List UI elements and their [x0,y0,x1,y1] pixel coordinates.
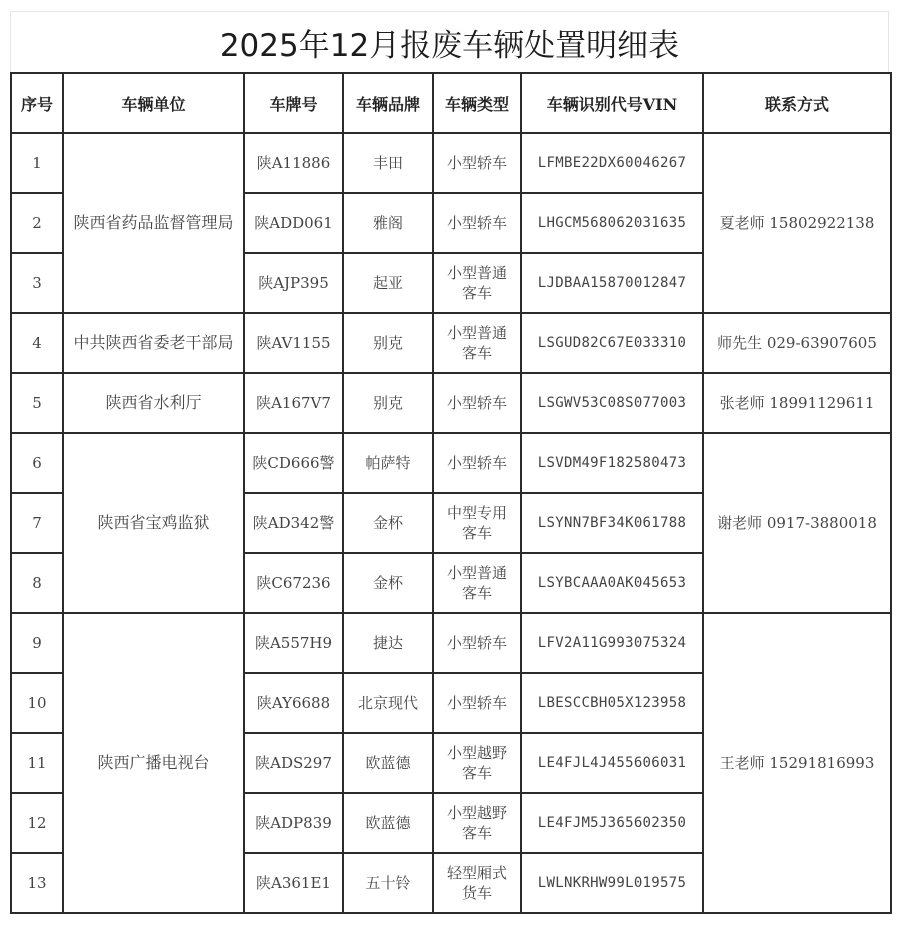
cell-vin: LJDBAA15870012847 [521,253,703,313]
cell-seq: 2 [11,193,63,253]
cell-contact: 夏老师 15802922138 [703,133,891,313]
cell-vin: LHGCM568062031635 [521,193,703,253]
cell-type: 小型普通客车 [433,553,521,613]
cell-seq: 4 [11,313,63,373]
cell-vin: LBESCCBH05X123958 [521,673,703,733]
cell-brand: 别克 [343,373,433,433]
cell-unit: 陕西省水利厅 [63,373,244,433]
cell-brand: 金杯 [343,493,433,553]
cell-seq: 9 [11,613,63,673]
cell-plate: 陕AV1155 [244,313,343,373]
cell-plate: 陕A557H9 [244,613,343,673]
cell-type: 小型普通客车 [433,253,521,313]
cell-type: 小型轿车 [433,193,521,253]
cell-plate: 陕ADD061 [244,193,343,253]
cell-plate: 陕CD666警 [244,433,343,493]
header-vin: 车辆识别代号VIN [521,73,703,133]
cell-plate: 陕ADS297 [244,733,343,793]
cell-brand: 北京现代 [343,673,433,733]
cell-seq: 12 [11,793,63,853]
title-box [10,11,889,72]
cell-unit: 中共陕西省委老干部局 [63,313,244,373]
cell-brand: 别克 [343,313,433,373]
vehicle-disposal-table [10,72,892,914]
cell-type: 小型普通客车 [433,313,521,373]
cell-type: 中型专用客车 [433,493,521,553]
cell-seq: 3 [11,253,63,313]
cell-contact: 谢老师 0917-3880018 [703,433,891,613]
cell-brand: 丰田 [343,133,433,193]
cell-brand: 金杯 [343,553,433,613]
cell-plate: 陕AD342警 [244,493,343,553]
header-row [11,73,891,133]
cell-vin: LE4FJL4J455606031 [521,733,703,793]
cell-brand: 五十铃 [343,853,433,913]
cell-seq: 13 [11,853,63,913]
cell-type: 小型越野客车 [433,793,521,853]
page-title: 2025年12月报废车辆处置明细表 [219,27,680,64]
header-brand: 车辆品牌 [343,73,433,133]
cell-seq: 5 [11,373,63,433]
cell-plate: 陕AY6688 [244,673,343,733]
header-plate: 车牌号 [244,73,343,133]
cell-vin: LE4FJM5J365602350 [521,793,703,853]
cell-contact: 张老师 18991129611 [703,373,891,433]
cell-seq: 7 [11,493,63,553]
table-row [11,313,891,373]
table-row [11,373,891,433]
cell-brand: 帕萨特 [343,433,433,493]
header-contact: 联系方式 [703,73,891,133]
cell-type: 小型轿车 [433,613,521,673]
table-row [11,613,891,673]
cell-plate: 陕ADP839 [244,793,343,853]
cell-seq: 8 [11,553,63,613]
cell-vin: LSYBCAAA0AK045653 [521,553,703,613]
cell-brand: 捷达 [343,613,433,673]
cell-brand: 起亚 [343,253,433,313]
cell-vin: LWLNKRHW99L019575 [521,853,703,913]
cell-vin: LSYNN7BF34K061788 [521,493,703,553]
cell-brand: 欧蓝德 [343,793,433,853]
cell-plate: 陕AJP395 [244,253,343,313]
cell-plate: 陕A11886 [244,133,343,193]
header-unit: 车辆单位 [63,73,244,133]
cell-seq: 6 [11,433,63,493]
cell-type: 小型轿车 [433,433,521,493]
cell-seq: 1 [11,133,63,193]
cell-seq: 10 [11,673,63,733]
table-row [11,133,891,193]
cell-unit: 陕西省药品监督管理局 [63,133,244,313]
cell-vin: LFV2A11G993075324 [521,613,703,673]
cell-plate: 陕A361E1 [244,853,343,913]
cell-brand: 欧蓝德 [343,733,433,793]
cell-type: 轻型厢式货车 [433,853,521,913]
cell-contact: 师先生 029-63907605 [703,313,891,373]
cell-vin: LFMBE22DX60046267 [521,133,703,193]
cell-brand: 雅阁 [343,193,433,253]
header-seq: 序号 [11,73,63,133]
cell-type: 小型轿车 [433,373,521,433]
cell-plate: 陕C67236 [244,553,343,613]
header-type: 车辆类型 [433,73,521,133]
cell-seq: 11 [11,733,63,793]
cell-vin: LSGWV53C08S077003 [521,373,703,433]
cell-contact: 王老师 15291816993 [703,613,891,913]
cell-type: 小型轿车 [433,133,521,193]
cell-plate: 陕A167V7 [244,373,343,433]
cell-type: 小型轿车 [433,673,521,733]
cell-unit: 陕西广播电视台 [63,613,244,913]
cell-unit: 陕西省宝鸡监狱 [63,433,244,613]
cell-vin: LSVDM49F182580473 [521,433,703,493]
cell-type: 小型越野客车 [433,733,521,793]
cell-vin: LSGUD82C67E033310 [521,313,703,373]
table-row [11,433,891,493]
